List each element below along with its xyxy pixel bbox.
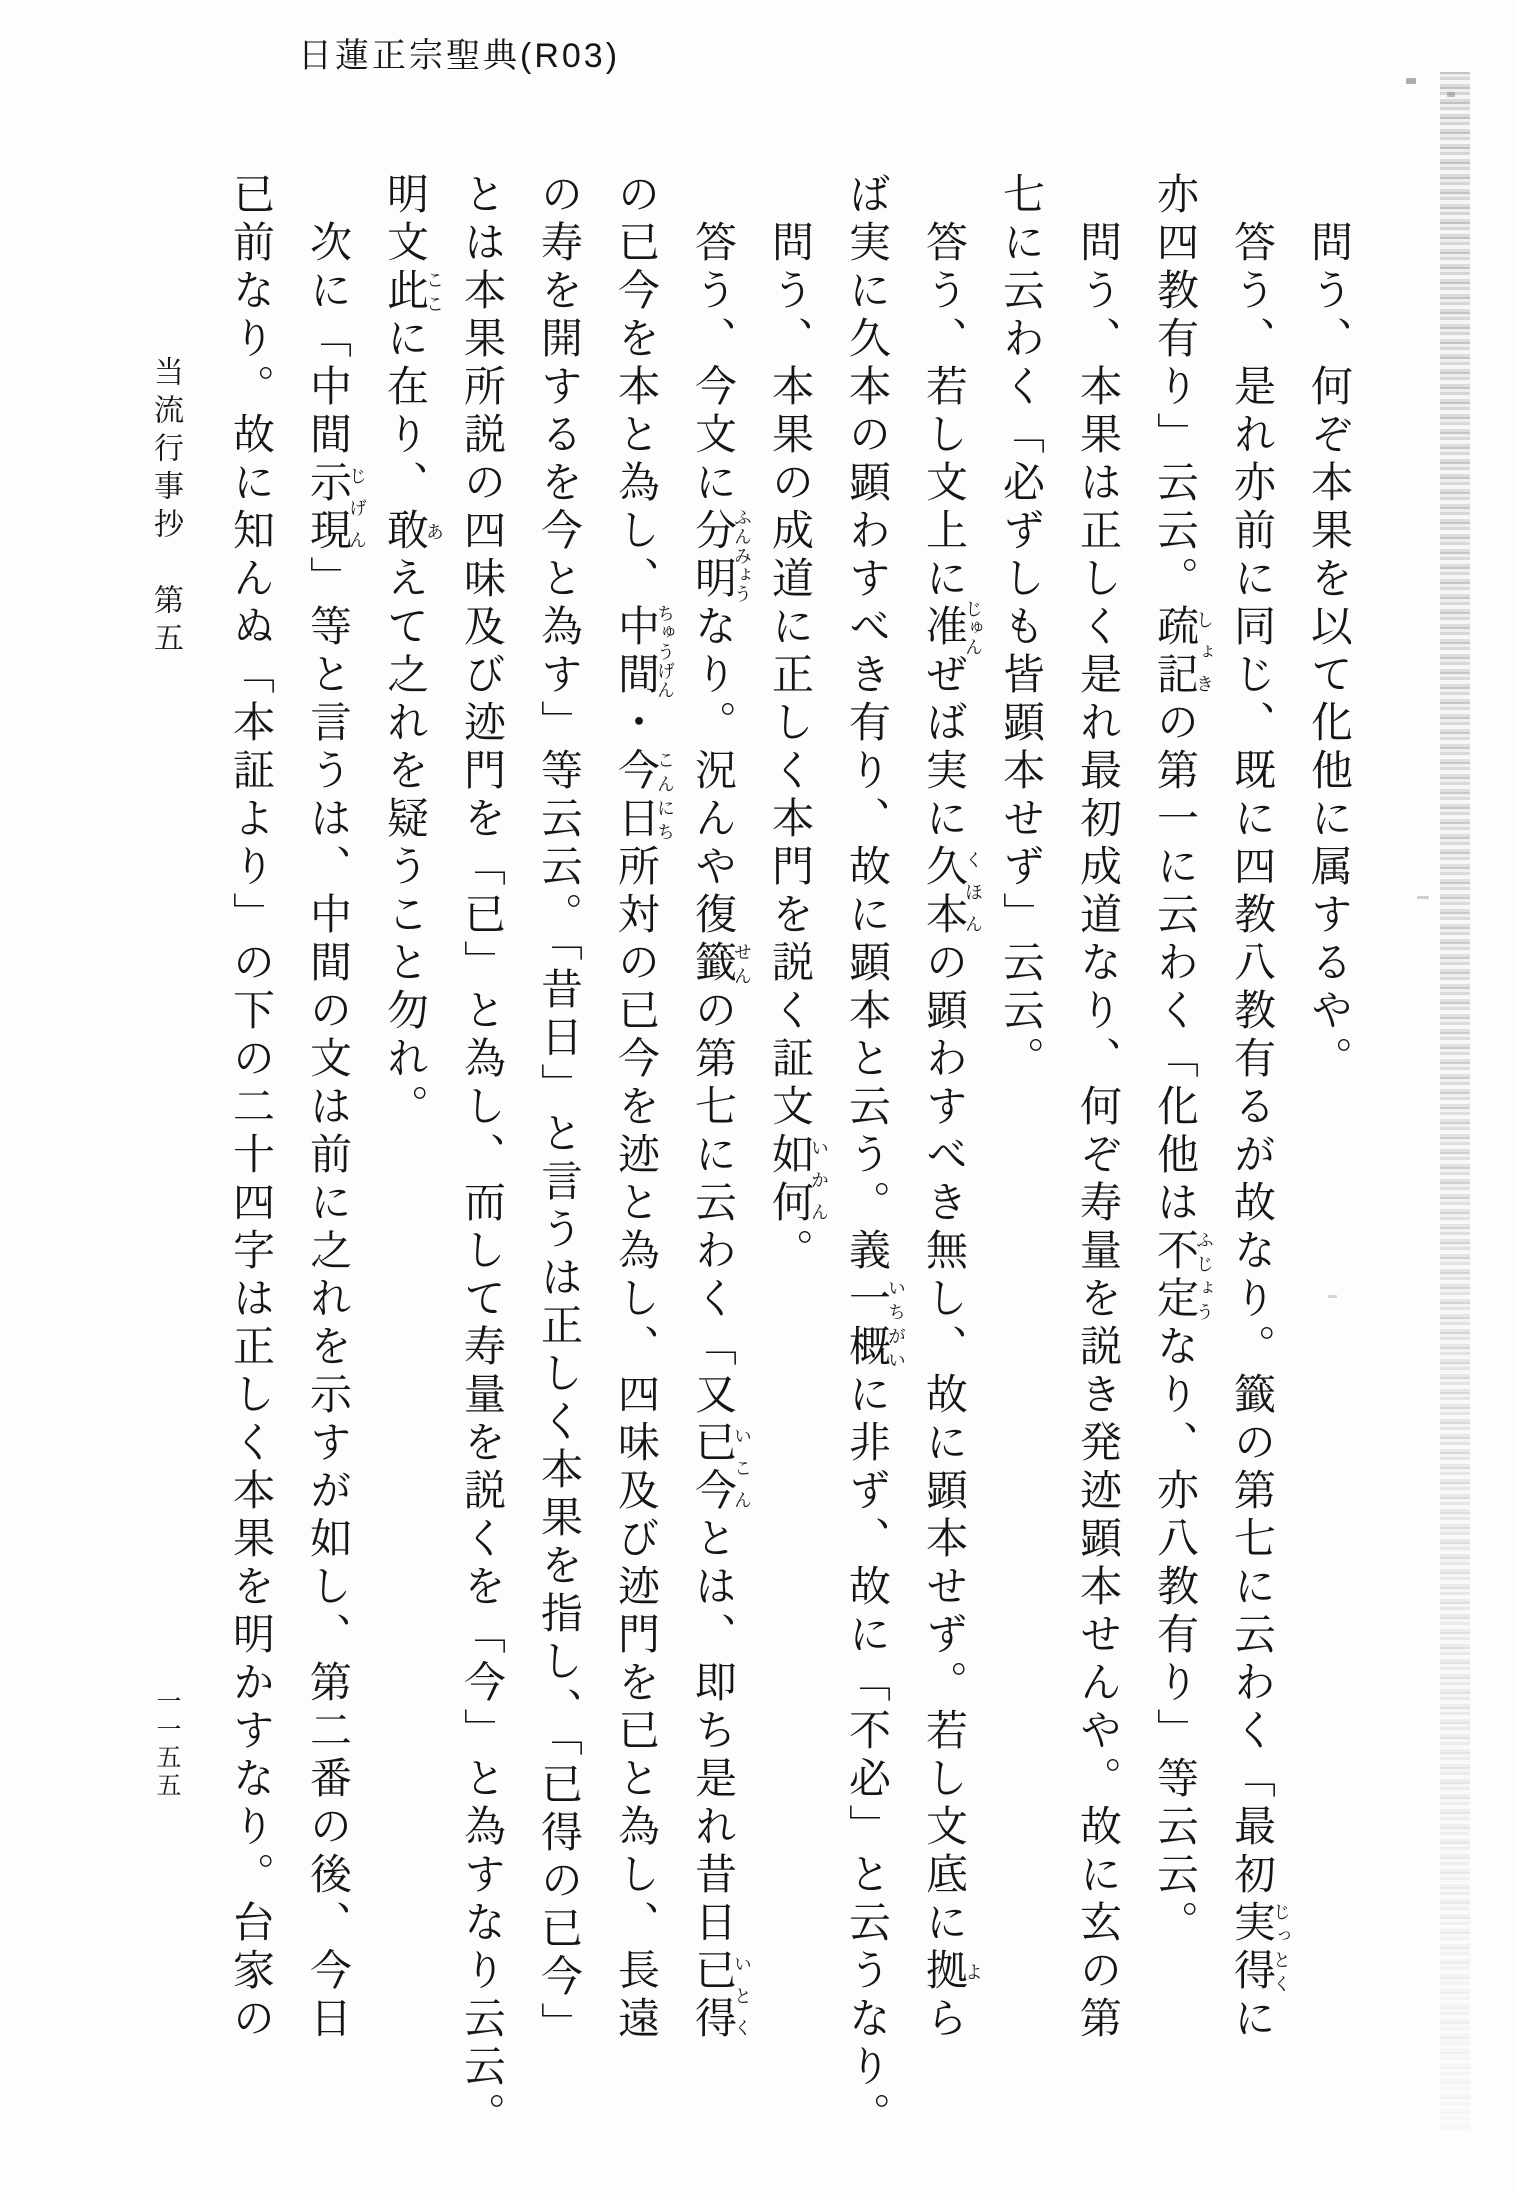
text-column-13: 明文此ここに在り、敢あえて之れを疑うこと勿れ。 — [381, 172, 444, 1132]
text-column-15: 已前なり。故に知んぬ「本証より」の下の二十四字は正しく本果を明かすなり。台家の — [227, 172, 273, 2044]
ruby-annotated-word: 准じゅん — [920, 599, 983, 657]
text-column-11: の寿を開するを今と為す」等云云。「昔日」と言うは正しく本果を指し、「已得の已今」 — [535, 172, 581, 2050]
ruby-annotated-word: 一概いちがい — [843, 1276, 906, 1372]
scan-edge-artifact — [1440, 72, 1470, 2132]
ruby-annotated-word: 拠よ — [920, 1948, 983, 1996]
text-column-8: 問う、本果の成道に正しく本門を説く証文如何いかん。 — [766, 220, 829, 1276]
scan-speck — [1406, 78, 1416, 84]
book-title-header: 日蓮正宗聖典(R03) — [298, 37, 621, 75]
ruby-annotated-word: 中間ちゅうげん — [612, 604, 675, 700]
text-column-5: 七に云わく「必ずしも皆顕本せず」云云。 — [997, 172, 1043, 1084]
ruby-annotated-word: 不定ふじょう — [1151, 1228, 1214, 1324]
ruby-annotated-word: 示現じげん — [304, 460, 367, 556]
text-column-9: 答う、今文に分明ふんみょうなり。況んや復籤せんの第七に云わく「又已今いこんとは、即ち是れ昔日已得いとく — [689, 220, 752, 2044]
ruby-annotated-word: 分明ふんみょう — [689, 508, 752, 604]
text-column-4: 問う、本果は正しく是れ最初成道なり、何ぞ寿量を説き発迹顕本せんや。故に玄の第 — [1074, 220, 1120, 2044]
text-column-14: 次に「中間示現じげん」等と言うは、中間の文は前に之れを示すが如し、第二番の後、今日 — [304, 220, 367, 2044]
ruby-annotated-word: 已得いとく — [689, 1948, 752, 2044]
ruby-annotated-word: 疏記しょき — [1151, 604, 1214, 700]
text-column-10: の已今を本と為し、中間ちゅうげん・今日こんにち所対の已今を迹と為し、四味及び迹門を已と為し、長遠 — [612, 172, 675, 2044]
ruby-annotated-word: 敢あ — [381, 508, 444, 556]
text-column-12: とは本果所説の四味及び迹門を「已」と為し、而して寿量を説くを「今」と為すなり云云。 — [458, 172, 504, 2140]
ruby-annotated-word: 已今いこん — [689, 1420, 752, 1516]
ruby-annotated-word: 実得じっとく — [1228, 1900, 1291, 1996]
text-column-1: 問う、何ぞ本果を以て化他に属するや。 — [1305, 220, 1351, 1084]
chapter-running-title: 当流行事抄 第五 — [149, 356, 182, 660]
text-column-7: ば実に久本の顕わすべき有り、故に顕本と云う。義一概いちがいに非ず、故に「不必」と云うなり。 — [843, 172, 906, 2140]
scan-speck — [1447, 92, 1455, 97]
scan-speck — [1417, 896, 1429, 899]
ruby-annotated-word: 此ここ — [381, 268, 444, 316]
folio-page-number: 一一五五 — [153, 1688, 180, 1800]
ruby-annotated-word: 如何いかん — [766, 1132, 829, 1228]
ruby-annotated-word: 久本くほん — [920, 844, 983, 940]
text-column-6: 答う、若し文上に准じゅんぜば実に久本くほんの顕わすべき無し、故に顕本せず。若し文底に拠よら — [920, 220, 983, 2044]
ruby-annotated-word: 今日こんにち — [612, 748, 675, 844]
ruby-annotated-word: 籤せん — [689, 940, 752, 988]
text-column-2: 答う、是れ亦前に同じ、既に四教八教有るが故なり。籤の第七に云わく「最初実得じっとくに — [1228, 220, 1291, 2044]
text-column-3: 亦四教有り」云云。疏記しょきの第一に云わく「化他は不定ふじょうなり、亦八教有り」等云云。 — [1151, 172, 1214, 1948]
